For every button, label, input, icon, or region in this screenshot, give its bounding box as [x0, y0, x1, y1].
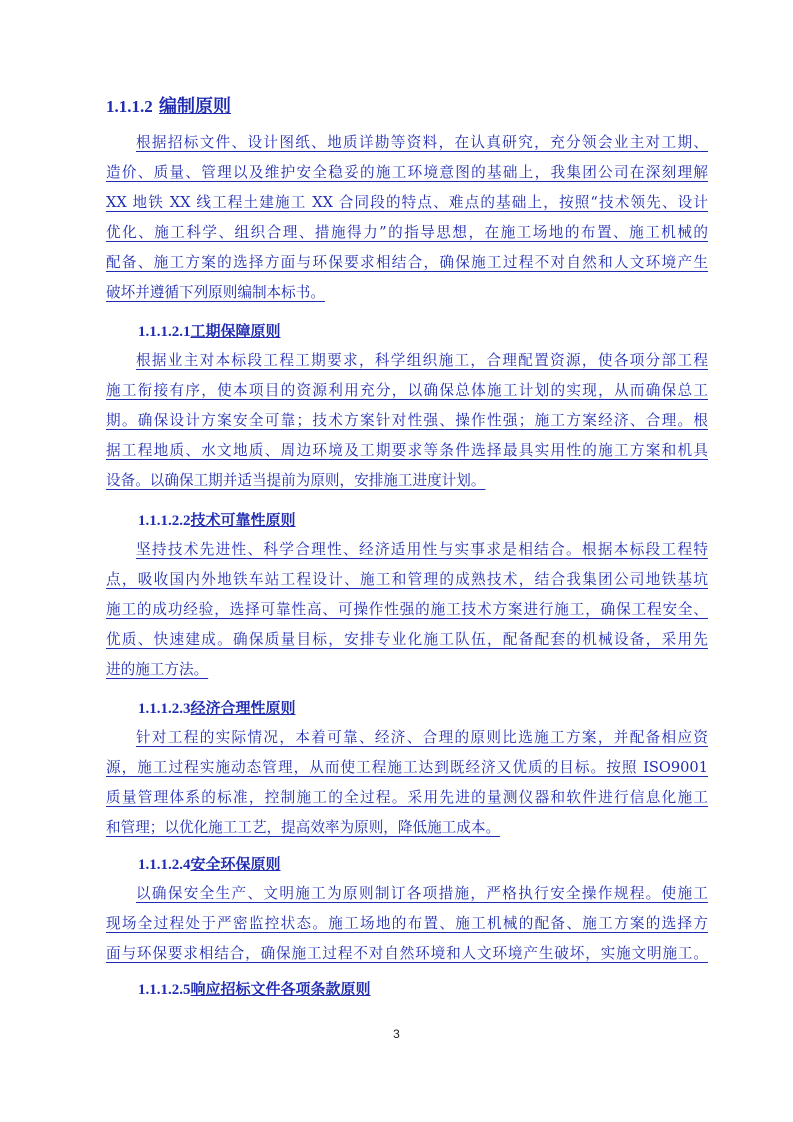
- subsection-title: 安全环保原则: [190, 855, 281, 873]
- paragraph-line: 以确保安全生产、文明施工为原则制订各项措施，严格执行安全操作规程。使施工: [136, 885, 708, 902]
- paragraph-safety: [106, 879, 708, 969]
- paragraph-line: 优化、施工科学、组织合理、措施得力”的指导思想，在施工场地的布置、施工机械的: [106, 224, 708, 241]
- paragraph-line: 造价、质量、管理以及维护安全稳妥的施工环境意图的基础上，我集团公司在深刻理解: [106, 164, 708, 181]
- paragraph-technical: [106, 535, 708, 685]
- subsection-title: 响应招标文件各项条款原则: [190, 980, 371, 998]
- paragraph-line: XX 地铁 XX 线工程土建施工 XX 合同段的特点、难点的基础上，按照“技术领先、设计: [106, 194, 708, 211]
- paragraph-economic: [106, 723, 708, 843]
- paragraph-line: 根据业主对本标段工程工期要求，科学组织施工，合理配置资源，使各项分部工程: [136, 352, 708, 369]
- paragraph-line: 质量管理体系的标准，控制施工的全过程。采用先进的量测仪器和软件进行信息化施工: [106, 789, 708, 806]
- intro-paragraph: [106, 128, 708, 308]
- subsection-number: 1.1.1.2.2: [138, 513, 191, 529]
- page-number: 3: [393, 1027, 400, 1041]
- section-title: 编制原则: [159, 96, 232, 117]
- paragraph-line: 据工程地质、水文地质、周边环境及工期要求等条件选择最具实用性的施工方案和机具: [106, 442, 708, 459]
- paragraph-schedule: [106, 346, 708, 496]
- subsection-title: 工期保障原则: [190, 322, 281, 340]
- paragraph-line: 施工的成功经验，选择可靠性高、可操作性强的施工技术方案进行施工，确保工程安全、: [106, 601, 708, 618]
- paragraph-line: 坚持技术先进性、科学合理性、经济适用性与实事求是相结合。根据本标段工程特: [136, 541, 708, 558]
- paragraph-line: 源，施工过程实施动态管理，从而使工程施工达到既经济又优质的目标。按照 ISO9001: [106, 759, 708, 776]
- subsection-heading-tender-response: [138, 978, 371, 999]
- subsection-number: 1.1.1.2.5: [138, 982, 191, 998]
- subsection-heading-economic: [138, 697, 296, 718]
- paragraph-line: 设备。以确保工期并适当提前为原则，安排施工进度计划。: [106, 472, 486, 489]
- section-number: 1.1.1.2: [106, 97, 153, 116]
- paragraph-line: 配备、施工方案的选择方面与环保要求相结合，确保施工过程不对自然和人文环境产生: [106, 254, 708, 271]
- subsection-title: 技术可靠性原则: [190, 511, 296, 529]
- paragraph-line: 点，吸收国内外地铁车站工程设计、施工和管理的成熟技术，结合我集团公司地铁基坑: [106, 571, 708, 588]
- subsection-heading-schedule: [138, 320, 281, 341]
- paragraph-line: 优质、快速建成。确保质量目标，安排专业化施工队伍，配备配套的机械设备，采用先: [106, 631, 708, 648]
- paragraph-line: 破坏并遵循下列原则编制本标书。: [106, 284, 325, 301]
- paragraph-line: 面与环保要求相结合，确保施工过程不对自然环境和人文环境产生破坏，实施文明施工。: [106, 945, 708, 962]
- subsection-heading-technical: [138, 509, 296, 530]
- subsection-number: 1.1.1.2.3: [138, 701, 191, 717]
- subsection-heading-safety: [138, 853, 281, 874]
- paragraph-line: 施工衔接有序，使本项目的资源利用充分，以确保总体施工计划的实现，从而确保总工: [106, 382, 708, 399]
- section-heading: [106, 92, 231, 118]
- paragraph-line: 进的施工方法。: [106, 661, 209, 678]
- subsection-number: 1.1.1.2.1: [138, 324, 191, 340]
- paragraph-line: 针对工程的实际情况，本着可靠、经济、合理的原则比选施工方案，并配备相应资: [136, 729, 708, 746]
- paragraph-line: 和管理；以优化施工工艺，提高效率为原则，降低施工成本。: [106, 819, 501, 836]
- paragraph-line: 期。确保设计方案安全可靠；技术方案针对性强、操作性强；施工方案经济、合理。根: [106, 412, 708, 429]
- paragraph-line: 根据招标文件、设计图纸、地质详勘等资料，在认真研究，充分领会业主对工期、: [136, 134, 708, 151]
- paragraph-line: 现场全过程处于严密监控状态。施工场地的布置、施工机械的配备、施工方案的选择方: [106, 915, 708, 932]
- subsection-number: 1.1.1.2.4: [138, 857, 191, 873]
- subsection-title: 经济合理性原则: [190, 699, 296, 717]
